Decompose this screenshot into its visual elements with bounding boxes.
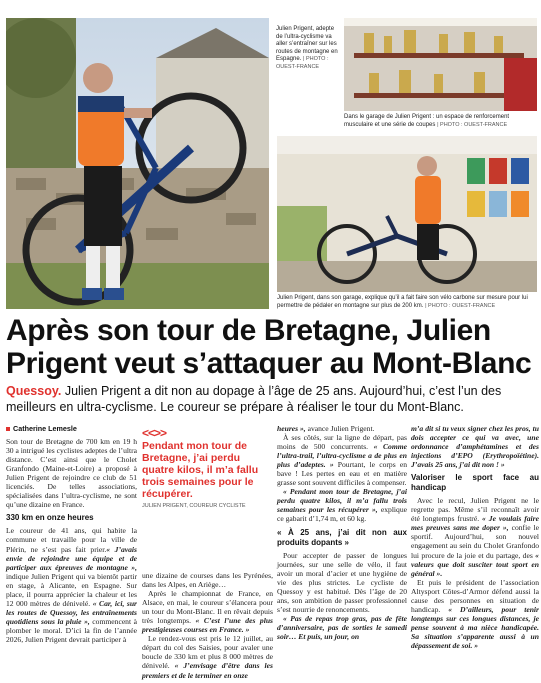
paragraph: Pourtant, le corps en bave ! Les pertes en eau et en matière grasse sont souvent difficiles à compenser. [277,460,407,488]
byline-square [6,427,10,431]
paragraph: indique Julien Prigent qui va bientôt partir en stage, à Alicante, en Espagne. Sur place, il pourra apprécier la chaleur et les 12 000 mètres de dénivelé. [6,571,137,608]
caption-text: Julien Prigent, adepte de l’ultra-cyclisme va aller s’entraîner sur les routes de montagne en Espagne. [276,26,338,63]
quote: « valeurs que doit susciter tout sport en général ». [411,550,539,578]
quote: « Pendant mon tour de Bretagne, j’ai perdu quatre kilos, il m’a fallu trois semaines pour les récupérer », [277,487,407,515]
top-right-caption [276,26,340,72]
article-headline [6,314,540,380]
quote: m’a dit si tu veux signer chez les pros, tu dois accepter ce qui va avec, une ordonnance d’amphétamines et des injections d’EPO (Erythropoïétine). J’avais 25 ans, j’ai dit non ! » [411,424,539,470]
quote: heures », [277,424,306,433]
photo-credit: | PHOTO : OUEST-FRANCE [437,121,508,128]
headline-line-2: Prigent veut s’attaquer au Mont-Blanc [6,347,532,380]
trophies-photo [344,18,537,111]
paragraph: confie le sportif. Aujourd’hui, son nouvel engagement au sein du Cholet Granfondo lui procure de la joie et du partage, des [411,523,539,560]
paragraph: À ses côtés, sur la ligne de départ, pas moins de 500 concurrents. [277,433,407,452]
column-4 [411,424,539,650]
quote: « Je voulais faire mes preuves sans me doper », [411,514,539,533]
paragraph: Le coureur de 41 ans, qui habite la commune et travaille pour la ville de Plérin, ne s’est pas fait prier. [6,526,137,554]
lead-line-2: meilleurs en ultra-cyclisme. Le coureur se prépare à réaliser le tour du Mont-Blanc. [6,400,464,414]
paragraph: une dizaine de courses dans les Pyrénées, dans les Alpes, en Ariège… [142,571,273,590]
pull-quote-text: Pendant mon tour de Bretagne, j’ai perdu quatre kilos, il m’a fallu trois semaines pour le récupérer. [142,440,259,500]
pull-quote-credit: JULIEN PRIGENT, COUREUR CYCLISTE [142,503,246,509]
paragraph: commencent à plomber le moral. D’ici la fin de l’année 2026, Julien Prigent devrait participer à [6,616,137,644]
paragraph: avance Julien Prigent. [305,424,375,433]
caption-text: Julien Prigent, dans son garage, explique qu’il a fait faire son vélo carbone sur mesure pour lui permettre de pédaler en montagne sur plus de 200 km. [277,295,528,309]
quote: « J’envisage d’être dans les premiers et de le terminer en onze [142,661,273,680]
author-name: Catherine Lemesle [13,424,77,433]
column-3 [277,424,407,641]
quote: « Car, ici, sur les routes de Quessoy, les entraînements quotidiens sous la pluie », [6,598,138,626]
main-photo [6,18,269,309]
trophies-caption [344,114,538,129]
paragraph: Avec le recul, Julien Prigent ne le regrette pas. Même s’il reconnaît avoir été longtemps frustré. [411,496,539,524]
quote: « Comme l’ultra-trail, l’ultra-cyclisme a de plus en plus d’adeptes. » [277,442,408,470]
intertitle: « À 25 ans, j’ai dit non aux produits dopants » [277,527,407,547]
quote-marks-icon: <<>> [142,426,167,440]
garage-photo [277,136,537,292]
caption-text: Dans le garage de Julien Prigent : un espace de renforcement musculaire et une série de coupes [344,114,510,128]
column-1 [6,424,137,644]
paragraph: Et puis le président de l’association Altysport Côtes-d’Armor défend aussi la cause des personnes en situation de handicap. [411,577,539,614]
paragraph: Le rendez-vous est pris le 12 juillet, au départ du col des Saisies, pour avaler une boucle de 330 km et plus 8 000 mètres de dénivelé. [142,634,273,671]
intertitle: 330 km en onze heures [6,513,94,523]
intertitle: Valoriser le sport face au handicap [411,473,539,493]
quote: « C’est l’une des plus prestigieuses courses en France. » [142,616,274,635]
column-2 [142,571,273,680]
quote: « Pas de repas trop gras, pas de fête d’anniversaire, pas de sorties le samedi soir… Et puis, un jour, on [277,613,407,641]
paragraph: explique ce gabarit d’1,74 m, et 60 kg. [277,505,407,524]
headline-line-1: Après son tour de Bretagne, Julien [6,314,491,347]
photo-credit: | PHOTO : OUEST-FRANCE [276,56,329,70]
paragraph: Pour accepter de passer de longues journées, sur une selle de vélo, il faut avoir un moral d’acier et une hygiène de vie des plus strictes. Le cycliste de Quessoy y est habitué. Dès l’âge de 20 ans, son ambition de passer professionnel s’est nourrie de renoncements. [277,550,407,614]
quote: « J’avais envie de rejoindre une équipe et de participer aux épreuves de montagne », [6,544,137,572]
garage-caption [277,295,539,310]
author-byline [6,424,137,433]
pull-quote [142,426,273,509]
paragraph: Après le championnat de France, en Alsace, en mai, le coureur s’élancera pour un tour du Mont-Blanc. Il en rêvait depuis très longtemps. [142,589,273,626]
paragraph: Son tour de Bretagne de 700 km en 19 h 30 a intrigué les cyclistes adeptes de l’ultra distance. C’est ainsi que le Cholet Granfondo (Maine-et-Loire) a proposé à Julien Prigent de rejoindre ce club de 51 licenciés. De telles associations, spécialisées dans l’ultra-cyclisme, ne sont qu’une dizaine en France. [6,437,137,510]
lead-line-1: Julien Prigent a dit non au dopage à l’âge de 25 ans. Aujourd’hui, c’est l’un des [61,384,502,398]
photo-credit: | PHOTO : OUEST-FRANCE [425,302,496,309]
quote: « D’ailleurs, pour tenir longtemps sur ces longues distances, je pense souvent à ma nièce handicapée. Sa situation s’apparente aussi à un dépassement de soi. » [411,604,539,650]
article-lead [6,383,540,415]
lead-kicker: Quessoy. [6,384,62,398]
